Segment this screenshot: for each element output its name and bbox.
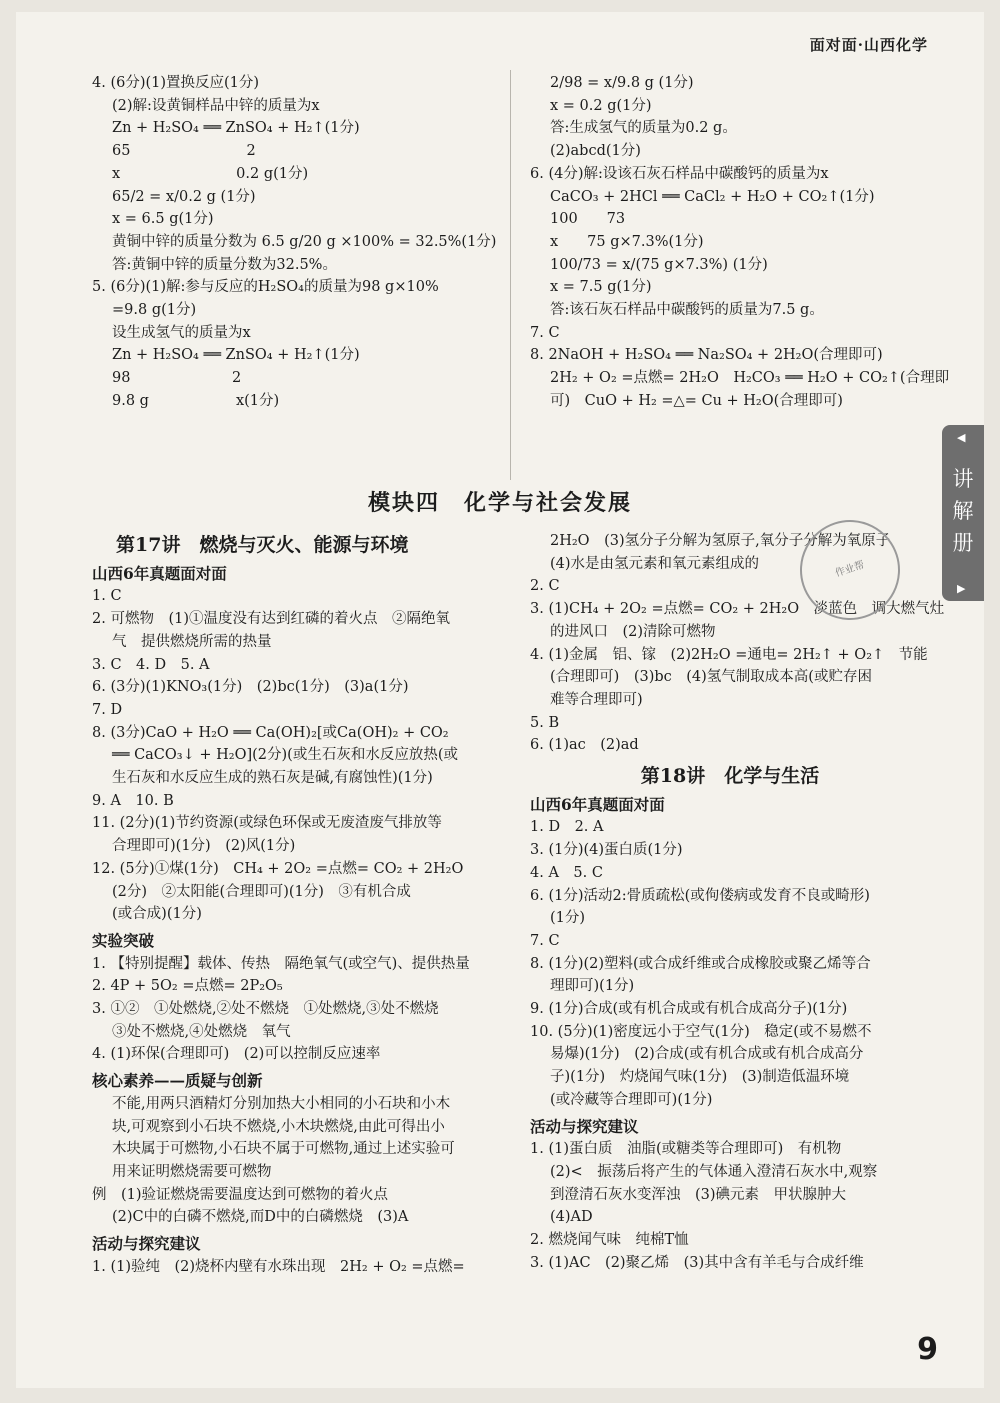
answer-line: 4. (6分)(1)置换反应(1分) — [92, 75, 260, 91]
side-tab[interactable] — [942, 425, 984, 601]
side-tab-label: 讲 解 册 — [952, 467, 974, 555]
answer-line: 例 (1)验证燃烧需要温度达到可燃物的着火点 — [92, 1186, 389, 1203]
section-heading: 实验突破 — [92, 930, 155, 950]
answer-line: (1分) — [550, 910, 586, 927]
answer-line: 8. (3分)CaO + H₂O ══ Ca(OH)₂[或Ca(OH)₂ + CO₂ — [92, 724, 449, 741]
answer-line: x = 7.5 g(1分) — [550, 279, 652, 296]
answer-line: 6. (1分)活动2:骨质疏松(或佝偻病或发育不良或畸形) — [530, 887, 870, 904]
answer-line: ③处不燃烧,④处燃烧 氧气 — [112, 1023, 291, 1040]
section-heading: 活动与探究建议 — [92, 1234, 201, 1254]
answer-line: 可) CuO + H₂ =△= Cu + H₂O(合理即可) — [550, 392, 843, 409]
answer-line: 3. (1)AC (2)聚乙烯 (3)其中含有羊毛与合成纤维 — [530, 1254, 864, 1271]
answer-line: 的进风口 (2)清除可燃物 — [550, 623, 716, 640]
page-number: 9 — [917, 1332, 938, 1367]
answer-line: 3. (1)CH₄ + 2O₂ =点燃= CO₂ + 2H₂O 淡蓝色 调大燃气灶 — [530, 601, 945, 618]
subsection-heading: 核心素养——质疑与创新 — [92, 1071, 263, 1091]
answer-line: (2)解:设黄铜样品中锌的质量为x — [112, 97, 320, 114]
answer-line: 7. C — [530, 324, 560, 341]
column-divider — [510, 70, 511, 480]
answer-line: 9. (1分)合成(或有机合成或有机合成高分子)(1分) — [530, 1001, 848, 1018]
answer-line: 10. (5分)(1)密度远小于空气(1分) 稳定(或不易燃不 — [530, 1023, 872, 1040]
triangle-up-icon: ◀ — [957, 431, 966, 444]
answer-line: 1. (1)验纯 (2)烧杯内壁有水珠出现 2H₂ + O₂ =点燃= — [92, 1258, 465, 1275]
answer-line: 98 2 — [112, 370, 242, 387]
answer-line: 3. C 4. D 5. A — [92, 656, 210, 673]
lecture-17-column — [92, 530, 507, 1279]
answer-line: 气 提供燃烧所需的热量 — [112, 633, 272, 650]
answer-line: 2. 可燃物 (1)①温度没有达到红磷的着火点 ②隔绝氧 — [92, 611, 450, 628]
answer-line: (4)AD — [550, 1209, 593, 1226]
answer-line: 设生成氢气的质量为x — [112, 324, 251, 341]
answer-line: Zn + H₂SO₄ ══ ZnSO₄ + H₂↑(1分) — [112, 347, 360, 364]
answer-line: 黄铜中锌的质量分数为 6.5 g/20 g ×100% = 32.5%(1分) — [112, 233, 497, 250]
answer-line: 4. A 5. C — [530, 864, 603, 881]
answer-line: (或合成)(1分) — [112, 906, 202, 923]
answers-top-left — [92, 72, 507, 413]
answer-line: 100 73 — [550, 211, 626, 228]
answer-line: 6. (3分)(1)KNO₃(1分) (2)bc(1分) (3)a(1分) — [92, 679, 409, 696]
answer-line: 5. (6分)(1)解:参与反应的H₂SO₄的质量为98 g×10% — [92, 279, 439, 296]
answer-line: (2)abcd(1分) — [550, 143, 641, 160]
answers-top-right — [530, 72, 950, 413]
answer-line: 9.8 g x(1分) — [112, 392, 280, 409]
answer-line: 2. 4P + 5O₂ =点燃= 2P₂O₅ — [92, 978, 283, 995]
answer-line: 1. (1)蛋白质 油脂(或糖类等合理即可) 有机物 — [530, 1141, 842, 1158]
answer-line: (2)C中的白磷不燃烧,而D中的白磷燃烧 (3)A — [112, 1209, 409, 1226]
answer-line: 65 2 — [112, 143, 256, 160]
answer-line: 6. (4分)解:设该石灰石样品中碳酸钙的质量为x — [530, 165, 829, 182]
watermark-stamp: 作业帮 — [787, 507, 913, 633]
lecture-18-title: 第18讲 化学与生活 — [640, 765, 820, 788]
answer-line: 7. D — [92, 701, 123, 718]
answer-line: 答:该石灰石样品中碳酸钙的质量为7.5 g。 — [550, 302, 824, 319]
answer-line: 1. 【特别提醒】载体、传热 隔绝氧气(或空气)、提供热量 — [92, 955, 470, 972]
answer-line: (合理即可) (3)bc (4)氢气制取成本高(或贮存困 — [550, 669, 872, 686]
answer-line: 11. (2分)(1)节约资源(或绿色环保或无废渣废气排放等 — [92, 815, 442, 832]
answer-line: 12. (5分)①煤(1分) CH₄ + 2O₂ =点燃= CO₂ + 2H₂O — [92, 860, 464, 877]
answer-line: 6. (1)ac (2)ad — [530, 737, 639, 754]
answer-line: 答:黄铜中锌的质量分数为32.5%。 — [112, 256, 337, 273]
answer-line: 9. A 10. B — [92, 792, 174, 809]
answer-line: (2)< 振荡后将产生的气体通入澄清石灰水中,观察 — [550, 1163, 878, 1180]
answer-line: (或冷藏等合理即可)(1分) — [550, 1091, 713, 1108]
answer-line: 不能,用两只酒精灯分别加热大小相同的小石块和小木 — [112, 1095, 451, 1112]
answer-line: 1. D 2. A — [530, 819, 604, 836]
answer-line: CaCO₃ + 2HCl ══ CaCl₂ + H₂O + CO₂↑(1分) — [550, 188, 875, 205]
answer-line: 2. 燃烧闻气味 纯棉T恤 — [530, 1232, 689, 1249]
answer-line: 65/2 = x/0.2 g (1分) — [112, 188, 256, 205]
answer-line: 3. ①② ①处燃烧,②处不燃烧 ①处燃烧,③处不燃烧 — [92, 1001, 439, 1018]
answer-line: 100/73 = x/(75 g×7.3%) (1分) — [550, 256, 768, 273]
answer-line: x = 0.2 g(1分) — [550, 97, 652, 114]
answer-line: 2H₂O (3)氢分子分解为氢原子,氧分子分解为氧原子 — [550, 533, 891, 549]
triangle-right-icon: ▶ — [957, 582, 966, 595]
answer-line: 8. (1分)(2)塑料(或合成纤维或合成橡胶或聚乙烯等合 — [530, 955, 871, 972]
answer-line: 木块属于可燃物,小石块不属于可燃物,通过上述实验可 — [112, 1141, 455, 1158]
lecture-17-title: 第17讲 燃烧与灭火、能源与环境 — [116, 534, 409, 556]
answer-line: 2. C — [530, 578, 560, 595]
answer-line: 子)(1分) 灼烧闻气味(1分) (3)制造低温环境 — [550, 1069, 850, 1086]
lecture-17-18-column — [530, 530, 945, 1275]
module-title: 模块四 化学与社会发展 — [367, 490, 632, 516]
answer-line: 2H₂ + O₂ =点燃= 2H₂O H₂CO₃ ══ H₂O + CO₂↑(合理即 — [550, 370, 950, 387]
answer-line: 1. C — [92, 588, 122, 605]
answer-line: (2分) ②太阳能(合理即可)(1分) ③有机合成 — [112, 883, 411, 900]
answer-line: 生石灰和水反应生成的熟石灰是碱,有腐蚀性)(1分) — [112, 770, 433, 787]
answer-line: 用来证明燃烧需要可燃物 — [112, 1163, 272, 1180]
section-heading: 活动与探究建议 — [530, 1116, 639, 1136]
answer-line: Zn + H₂SO₄ ══ ZnSO₄ + H₂↑(1分) — [112, 120, 360, 137]
answer-line: ══ CaCO₃↓ + H₂O](2分)(或生石灰和水反应放热(或 — [112, 747, 458, 764]
answer-line: 2/98 = x/9.8 g (1分) — [550, 75, 694, 91]
answer-line: 到澄清石灰水变浑浊 (3)碘元素 甲状腺肿大 — [550, 1186, 847, 1203]
answer-line: 块,可观察到小石块不燃烧,小木块燃烧,由此可得出小 — [112, 1118, 445, 1135]
section-heading: 山西6年真题面对面 — [92, 563, 227, 583]
answer-line: 难等合理即可) — [550, 691, 643, 708]
answer-line: 3. (1分)(4)蛋白质(1分) — [530, 842, 683, 859]
page-header: 面对面·山西化学 — [809, 36, 928, 54]
answer-line: =9.8 g(1分) — [112, 302, 197, 319]
answer-line: (4)水是由氢元素和氧元素组成的 — [550, 555, 760, 572]
answer-line: 4. (1)环保(合理即可) (2)可以控制反应速率 — [92, 1046, 381, 1063]
answer-line: 7. C — [530, 932, 560, 949]
answer-line: 5. B — [530, 714, 560, 731]
answer-line: 易爆)(1分) (2)合成(或有机合成或有机合成高分 — [550, 1046, 864, 1063]
answer-line: 合理即可)(1分) (2)风(1分) — [112, 838, 296, 855]
answer-line: x = 6.5 g(1分) — [112, 211, 214, 228]
section-heading: 山西6年真题面对面 — [530, 794, 665, 814]
answer-line: 理即可)(1分) — [550, 978, 635, 995]
answer-line: 4. (1)金属 铝、镓 (2)2H₂O =通电= 2H₂↑ + O₂↑ 节能 — [530, 646, 928, 663]
answer-line: x 0.2 g(1分) — [112, 165, 309, 182]
answer-line: 8. 2NaOH + H₂SO₄ ══ Na₂SO₄ + 2H₂O(合理即可) — [530, 347, 883, 364]
answer-line: x 75 g×7.3%(1分) — [550, 233, 704, 250]
answer-line: 答:生成氢气的质量为0.2 g。 — [550, 120, 737, 137]
